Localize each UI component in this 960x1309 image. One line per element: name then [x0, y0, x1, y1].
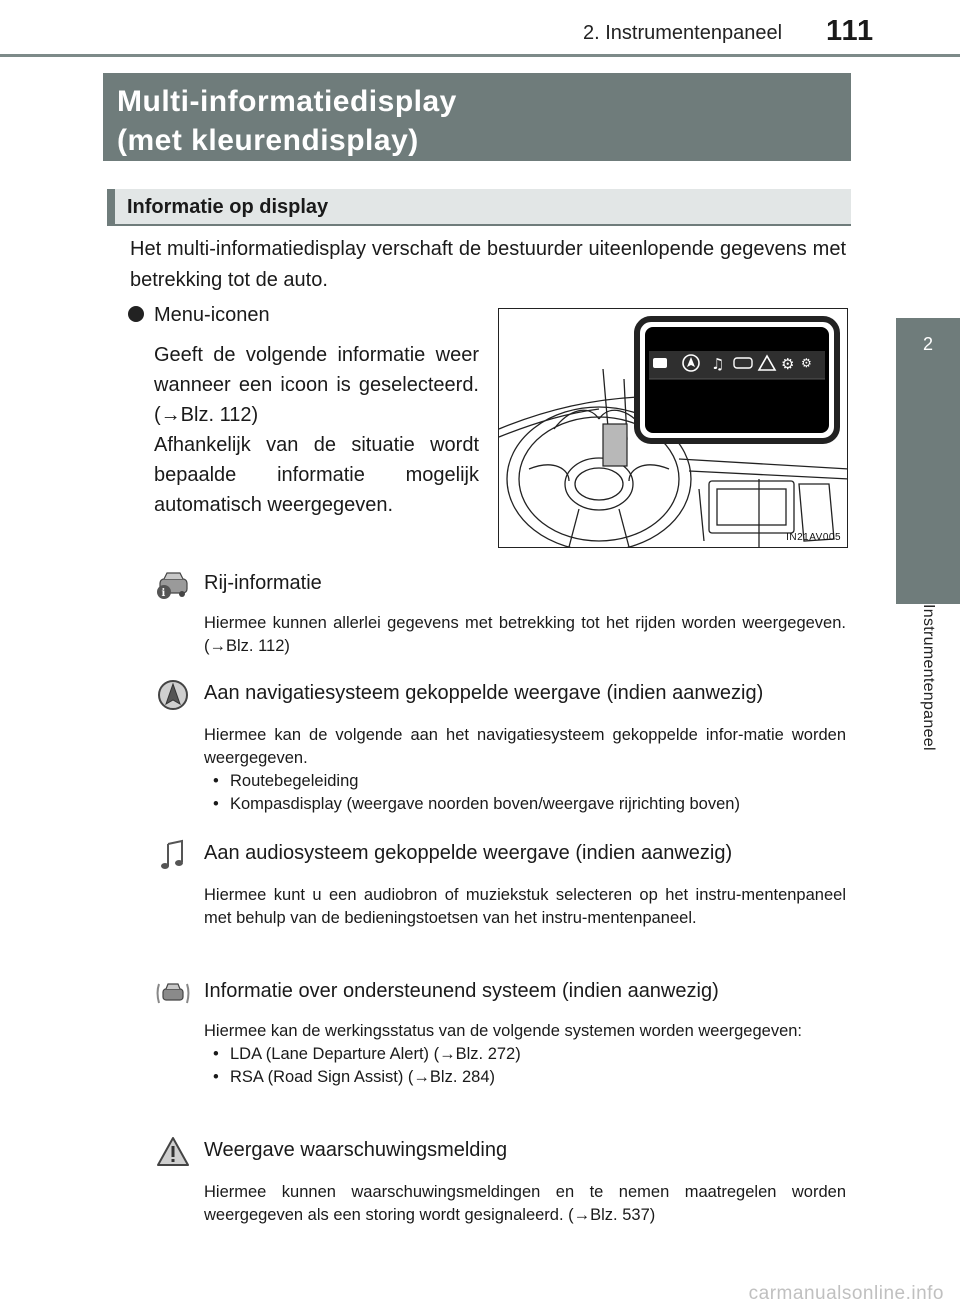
- item-heading: Weergave waarschuwingsmelding: [204, 1139, 508, 1161]
- arrow-icon: →: [413, 1068, 430, 1086]
- page-reference-link[interactable]: Blz. 537): [590, 1206, 656, 1224]
- item-heading: Aan audiosysteem gekoppelde weergave (indien aanwezig): [204, 842, 733, 864]
- header-divider: [0, 54, 960, 57]
- arrow-icon: →: [439, 1045, 456, 1063]
- item-body: [204, 884, 846, 930]
- menu-icons-paragraph-1: [154, 340, 479, 430]
- arrow-icon: →: [209, 637, 226, 655]
- list-item: • Kompasdisplay (weergave noorden boven/weergave rijrichting boven): [204, 793, 846, 816]
- item-body: [204, 612, 846, 658]
- car-info-icon: [156, 568, 190, 602]
- item-body-text: Hiermee kunnen waarschuwingsmeldingen en te nemen maatregelen worden weergegeven als een storing wordt gesignaleerd. (: [204, 1183, 846, 1224]
- menu-icons-heading-text: Menu-iconen: [154, 304, 270, 326]
- item-body-text: Hiermee kunnen allerlei gegevens met betrekking tot het rijden worden weergegeven. (: [204, 614, 846, 655]
- item-heading: Aan navigatiesysteem gekoppelde weergave (indien aanwezig): [204, 682, 764, 704]
- watermark: carmanualsonline.info: [748, 1283, 944, 1304]
- page-reference-link[interactable]: Blz. 112): [226, 637, 290, 655]
- figure-code: IN21AV005: [786, 532, 841, 543]
- bullet-dot-icon: [128, 306, 144, 322]
- page-number: 111: [826, 15, 875, 47]
- navigation-icon: [156, 678, 190, 712]
- list-item: [204, 1043, 846, 1066]
- item-body-text: Hiermee kan de werkingsstatus van de volgende systemen worden weergegeven:: [204, 1022, 803, 1040]
- item-heading: Informatie over ondersteunend systeem (indien aanwezig): [204, 980, 719, 1002]
- dashboard-drawing: [499, 309, 848, 548]
- menu-icons-text: Geeft de volgende informatie weer wanneer een icoon is geselecteerd. (: [154, 344, 479, 426]
- page-title: [103, 73, 851, 161]
- running-header-section: 2. Instrumentenpaneel: [583, 22, 783, 44]
- item-heading: Rij-informatie: [204, 572, 322, 594]
- arrow-icon: →: [573, 1206, 591, 1224]
- menu-icons-heading: [128, 304, 270, 327]
- page-title-line-2: (met kleurendisplay): [117, 124, 419, 157]
- driver-assist-icon: [156, 976, 190, 1010]
- svg-text:⚙: ⚙: [781, 355, 795, 373]
- item-body-text: Hiermee kunt u een audiobron of muziekstuk selecteren op het instru-mentenpaneel met behulp van de bedieningstoetsen van het instru-mentenpaneel.: [204, 886, 846, 927]
- music-note-icon: [156, 838, 190, 872]
- page-reference-link[interactable]: Blz. 112): [180, 404, 259, 426]
- svg-text:i: i: [161, 588, 166, 599]
- item-body: [204, 724, 846, 816]
- intro-paragraph: Het multi-informatiedisplay verschaft de bestuurder uiteenlopende gegevens met betrekking tot de auto.: [130, 238, 846, 291]
- menu-icons-paragraph-2: Afhankelijk van de situatie wordt bepaalde informatie mogelijk automatisch weergegeven.: [154, 434, 479, 516]
- item-bullet-list: [204, 770, 846, 816]
- chapter-label: Instrumentenpaneel: [920, 604, 937, 751]
- instrument-panel-illustration: [498, 308, 848, 548]
- arrow-icon: →: [160, 404, 181, 426]
- menu-icons-description: [154, 340, 479, 520]
- chapter-number: 2: [922, 334, 933, 354]
- list-item: • Routebegeleiding: [204, 770, 846, 793]
- svg-text:⚙: ⚙: [801, 356, 812, 370]
- list-item: [204, 1066, 846, 1089]
- page-title-line-1: Multi-informatiedisplay: [117, 85, 457, 118]
- chapter-tab[interactable]: [896, 318, 960, 604]
- page-reference-link[interactable]: Blz. 272): [455, 1045, 521, 1063]
- list-item-text: RSA (Road Sign Assist) (: [230, 1068, 414, 1086]
- list-item-text: LDA (Lane Departure Alert) (: [230, 1045, 440, 1063]
- section-subtitle: Informatie op display: [107, 189, 851, 226]
- svg-text:♫: ♫: [711, 355, 725, 373]
- item-body: [204, 1181, 846, 1227]
- subtitle-underline: [107, 224, 851, 226]
- page-reference-link[interactable]: Blz. 284): [429, 1068, 496, 1086]
- item-body-text: Hiermee kan de volgende aan het navigatiesysteem gekoppelde infor-matie worden weergegeven.: [204, 726, 846, 767]
- item-body: [204, 1020, 846, 1089]
- item-bullet-list: [204, 1043, 846, 1089]
- warning-triangle-icon: [156, 1135, 190, 1169]
